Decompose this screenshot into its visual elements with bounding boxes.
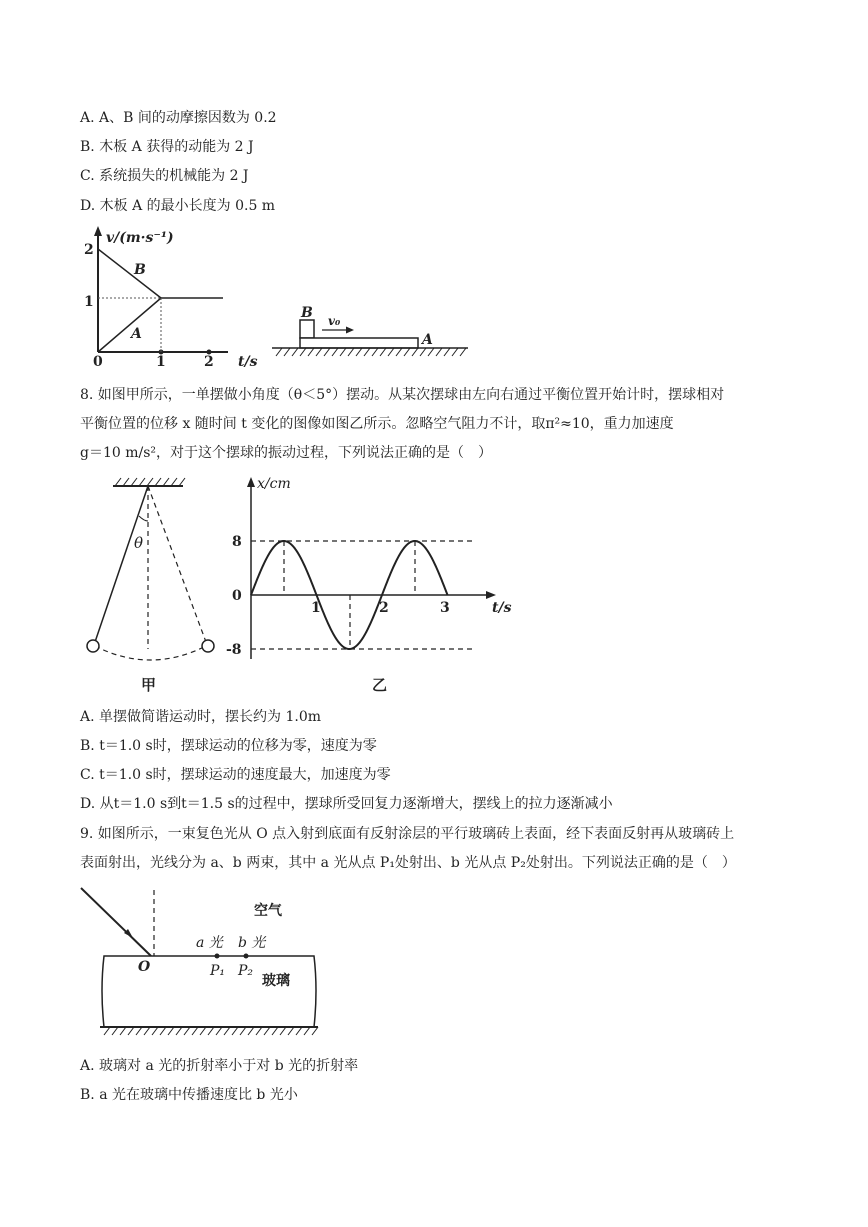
velocity-arrowhead bbox=[346, 327, 354, 334]
q9-stem-line-2: 表面射出，光线分为 a、b 两束，其中 a 光从点 P₁处射出、b 光从点 P₂处射出。下列说法正确的是（ ） bbox=[80, 855, 736, 871]
y-axis-arrow bbox=[247, 477, 255, 487]
y-tick-2: 2 bbox=[84, 242, 94, 258]
x-tick-3: 3 bbox=[440, 600, 450, 616]
point-p1-label: P₁ bbox=[210, 963, 226, 979]
q7-option-a: A. A、B 间的动摩擦因数为 0.2 bbox=[80, 110, 277, 126]
board-a bbox=[300, 338, 418, 348]
swing-arc bbox=[95, 646, 206, 660]
x-axis-arrow bbox=[486, 591, 496, 599]
point-p2-label: P₂ bbox=[238, 963, 254, 979]
point-p2 bbox=[244, 954, 249, 959]
angle-arc bbox=[139, 516, 148, 521]
origin-label: 0 bbox=[93, 354, 103, 369]
pendulum-string bbox=[95, 486, 148, 642]
angle-label: θ bbox=[134, 534, 144, 552]
y-tick-8: 8 bbox=[232, 534, 242, 550]
q8-option-a: A. 单摆做简谐运动时，摆长约为 1.0m bbox=[80, 709, 322, 725]
glass-brick bbox=[102, 956, 316, 1027]
y-tick-1: 1 bbox=[84, 294, 94, 310]
glass-brick-figure bbox=[78, 885, 333, 1043]
figure-caption-yi: 乙 bbox=[372, 676, 388, 694]
pendulum-figure bbox=[78, 474, 238, 696]
b-light-label: b 光 bbox=[238, 935, 266, 951]
velocity-label: v₀ bbox=[328, 314, 341, 328]
block-b bbox=[300, 320, 314, 338]
pendulum-bob-extreme bbox=[202, 640, 214, 652]
q9-option-a: A. 玻璃对 a 光的折射率小于对 b 光的折射率 bbox=[80, 1058, 359, 1074]
x-tick-1: 1 bbox=[156, 354, 166, 369]
q9-option-b: B. a 光在玻璃中传播速度比 b 光小 bbox=[80, 1087, 298, 1103]
ceiling-hatching bbox=[115, 478, 185, 486]
y-axis-label: v/(m·s⁻¹) bbox=[106, 230, 174, 246]
q7-option-d: D. 木板 A 的最小长度为 0.5 m bbox=[80, 198, 276, 214]
line-a bbox=[98, 298, 161, 352]
x-tick-mark-2 bbox=[207, 350, 212, 355]
q7-block-board-diagram bbox=[268, 304, 473, 364]
block-b-label: B bbox=[301, 305, 313, 321]
coating-hatching bbox=[104, 1027, 318, 1035]
q8-stem-line-2: 平衡位置的位移 x 随时间 t 变化的图像如图乙所示。忽略空气阻力不计，取π²≈10，重力加速度 bbox=[80, 416, 674, 432]
glass-label: 玻璃 bbox=[262, 973, 290, 989]
figure-caption-jia: 甲 bbox=[141, 676, 157, 694]
string-other-extreme bbox=[148, 486, 206, 642]
y-axis-arrow bbox=[94, 226, 102, 236]
q7-vt-graph bbox=[78, 224, 278, 369]
board-a-label: A bbox=[422, 332, 433, 348]
point-o-label: O bbox=[138, 959, 151, 975]
ground-hatching bbox=[276, 348, 466, 356]
y-tick-0: 0 bbox=[232, 588, 242, 604]
x-tick-2: 2 bbox=[204, 354, 214, 369]
a-light-label: a 光 bbox=[196, 935, 223, 951]
y-axis-label: x/cm bbox=[257, 476, 291, 492]
line-b-label: B bbox=[134, 262, 146, 278]
q7-option-c: C. 系统损失的机械能为 2 J bbox=[80, 168, 249, 184]
q7-option-b: B. 木板 A 获得的动能为 2 J bbox=[80, 139, 254, 155]
line-b bbox=[98, 249, 161, 298]
xt-graph bbox=[224, 474, 524, 696]
x-tick-2: 2 bbox=[379, 600, 389, 616]
q8-option-d: D. 从t＝1.0 s到t＝1.5 s的过程中，摆球所受回复力逐渐增大，摆线上的拉力逐渐减小 bbox=[80, 796, 613, 812]
pendulum-bob bbox=[87, 640, 99, 652]
incident-ray bbox=[81, 888, 151, 956]
q9-stem-line-1: 9. 如图所示，一束复色光从 O 点入射到底面有反射涂层的平行玻璃砖上表面，经下表面反射再从玻璃砖上 bbox=[80, 826, 735, 842]
q8-stem-line-1: 8. 如图甲所示，一单摆做小角度（θ＜5°）摆动。从某次摆球由左向右通过平衡位置开始计时，摆球相对 bbox=[80, 387, 725, 403]
x-tick-1: 1 bbox=[311, 600, 321, 616]
x-axis-label: t/s bbox=[492, 600, 512, 616]
air-label: 空气 bbox=[254, 903, 282, 919]
q8-option-c: C. t＝1.0 s时，摆球运动的速度最大，加速度为零 bbox=[80, 767, 391, 783]
q8-option-b: B. t＝1.0 s时，摆球运动的位移为零，速度为零 bbox=[80, 738, 377, 754]
x-axis-label: t/s bbox=[238, 354, 258, 369]
y-tick-neg8: -8 bbox=[226, 642, 242, 658]
point-p1 bbox=[215, 954, 220, 959]
line-a-label: A bbox=[131, 326, 142, 342]
q8-stem-line-3: g＝10 m/s²，对于这个摆球的振动过程，下列说法正确的是（ ） bbox=[80, 445, 493, 461]
